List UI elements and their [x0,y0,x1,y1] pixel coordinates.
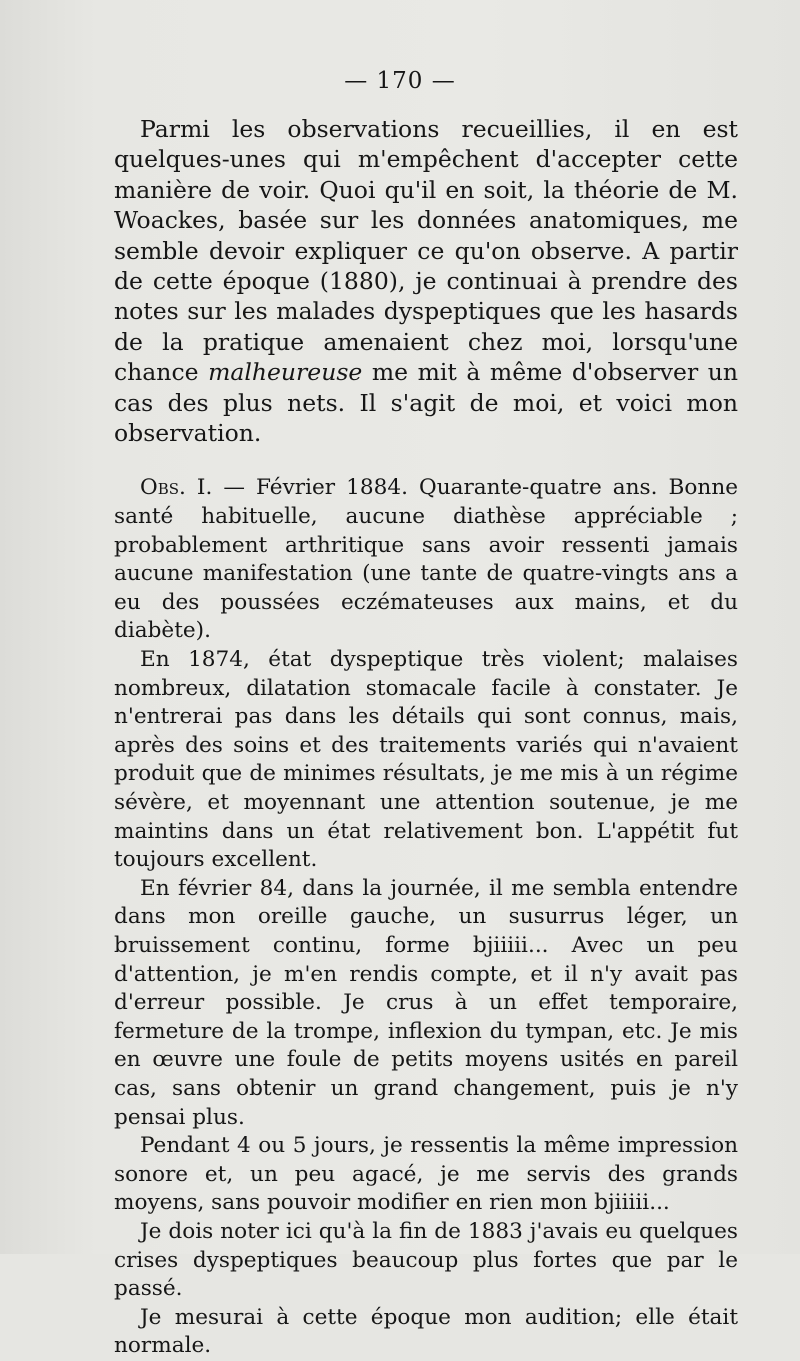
intro-text-end: me mit à même d'observer un cas des plus nets. Il s'agit de moi, et voici mon observation. [114,358,738,448]
observation-section [114,474,738,1360]
observation-paragraph: Je dois noter ici qu'à la fin de 1883 j'avais eu quelques crises dyspeptiques beaucoup plus fortes que par le passé. [114,1218,738,1302]
observation-paragraph: Pendant 4 ou 5 jours, je ressentis la même impression sonore et, un peu agacé, je me servis des grands moyens, sans pouvoir modifier en rien mon bjiiiii... [114,1133,738,1216]
body-text [114,114,738,1361]
observation-paragraph: En février 84, dans la journée, il me sembla entendre dans mon oreille gauche, un susurrus léger, un bruissement continu, forme bjiiiii... Avec un peu d'attention, je m'en rendis compte, et il n'y avait pas d'erreur possible. Je crus à un effet temporaire, fermeture de la trompe, inflexion du tympan, etc. Je mis en œuvre une foule de petits moyens usités en pareil cas, sans obtenir un grand changement, puis je n'y pensai plus. [114,875,738,1130]
intro-section [114,114,738,448]
observation-header-paragraph [114,474,738,646]
intro-emphasis: malheureuse [208,358,363,387]
observation-paragraph: Je mesurai à cette époque mon audition; elle était normale. [114,1304,738,1359]
observation-first-text: — Février 1884. Quarante-quatre ans. Bonne santé habituelle, aucune diathèse appréciable ; probablement arthritique sans avoir ressenti jamais aucune manifestation (une tante de quatre-vingts ans a eu des poussées eczémateuses aux mains, et du diabète). [114,475,739,644]
observation-paragraph: En 1874, état dyspeptique très violent; malaises nombreux, dilatation stomacale facile à constater. Je n'entrerai pas dans les détails qui sont connus, mais, après des soins et des traitements variés qui n'avaient produit que de minimes résultats, je me mis à un régime sévère, et moyennant une attention soutenue, je me maintins dans un état relativement bon. L'appétit fut toujours excellent. [114,647,738,873]
observation-label: Obs. I. [140,475,213,501]
intro-text-start: Parmi les observations recueillies, il en est quelques-unes qui m'empêchent d'accepter cette manière de voir. Quoi qu'il en soit, la théorie de M. Woackes, basée sur les données anatomiques, me semble devoir expliquer ce qu'on observe. A partir de cette époque (1880), je continuai à prendre des notes sur les malades dyspeptiques que les hasards de la pratique amenaient chez moi, lorsqu'une chance [114,115,738,387]
page-number: — 170 — [344,68,456,94]
intro-paragraph [114,114,738,448]
